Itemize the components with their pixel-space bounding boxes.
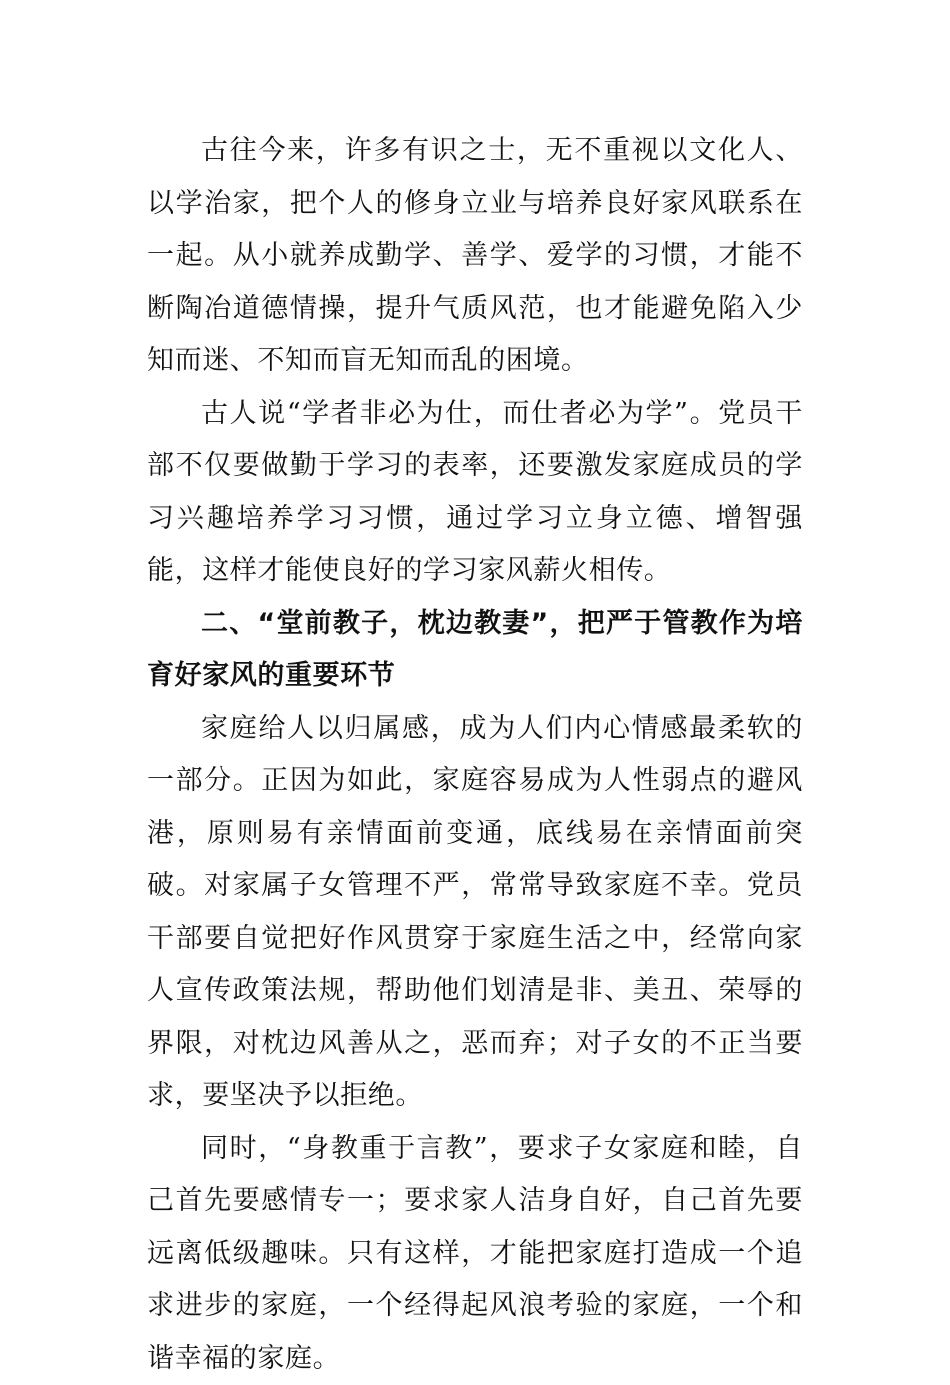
paragraph-4: 同时，“身教重于言教”，要求子女家庭和睦，自己首先要感情专一；要求家人洁身自好，自己首先要远离低级趣味。只有这样，才能把家庭打造成一个追求进步的家庭，一个经得起风浪考验的家庭，一个和谐幸福的家庭。 [147, 1123, 803, 1385]
section-heading: 二、“堂前教子，枕边教妻”，把严于管教作为培育好家风的重要环节 [147, 598, 803, 703]
paragraph-3: 家庭给人以归属感，成为人们内心情感最柔软的一部分。正因为如此，家庭容易成为人性弱点的避风港，原则易有亲情面前变通，底线易在亲情面前突破。对家属子女管理不严，常常导致家庭不幸。党员干部要自觉把好作风贯穿于家庭生活之中，经常向家人宣传政策法规，帮助他们划清是非、美丑、荣辱的界限，对枕边风善从之，恶而弃；对子女的不正当要求，要坚决予以拒绝。 [147, 703, 803, 1123]
paragraph-1: 古往今来，许多有识之士，无不重视以文化人、以学治家，把个人的修身立业与培养良好家风联系在一起。从小就养成勤学、善学、爱学的习惯，才能不断陶冶道德情操，提升气质风范，也才能避免陷入少知而迷、不知而盲无知而乱的困境。 [147, 125, 803, 388]
document-page [147, 125, 803, 1385]
paragraph-2: 古人说“学者非必为仕，而仕者必为学”。党员干部不仅要做勤于学习的表率，还要激发家庭成员的学习兴趣培养学习习惯，通过学习立身立德、增智强能，这样才能使良好的学习家风薪火相传。 [147, 388, 803, 598]
